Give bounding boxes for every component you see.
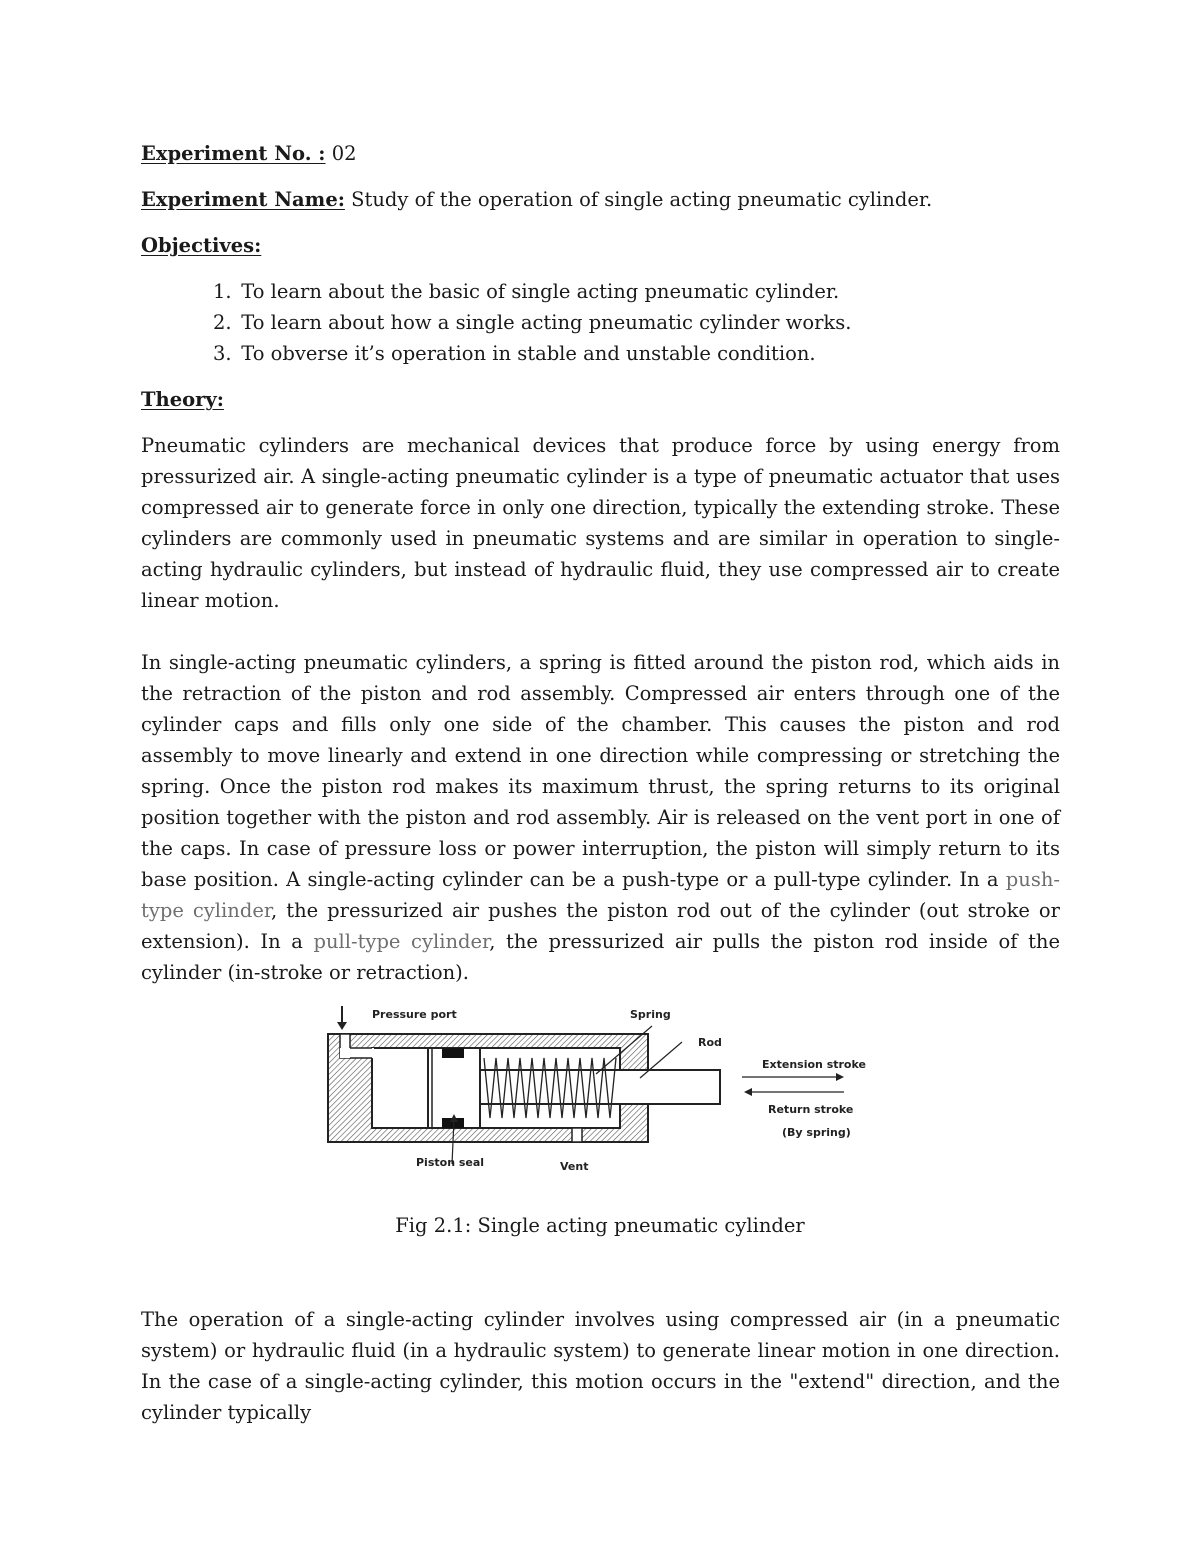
experiment-no-label: Experiment No. : (141, 142, 326, 165)
operation-section (141, 1304, 1060, 1428)
figure-caption: Fig 2.1: Single acting pneumatic cylinder (395, 1214, 805, 1237)
piston-seal-top (442, 1048, 464, 1058)
theory-heading (141, 384, 1060, 415)
list-item (213, 338, 1060, 369)
spring-label: Spring (630, 1008, 671, 1021)
push-type-link[interactable]: push-type cylinder (141, 868, 1060, 922)
pressure-port-label: Pressure port (372, 1008, 457, 1021)
return-stroke-label: Return stroke (768, 1103, 854, 1116)
experiment-name-value: Study of the operation of single acting pneumatic cylinder. (344, 188, 933, 211)
list-item-text: To obverse it’s operation in stable and unstable condition. (241, 342, 816, 365)
list-item-text: To learn about how a single acting pneumatic cylinder works. (241, 311, 852, 334)
list-item-number: 1. (213, 280, 232, 303)
theory-heading-text: Theory: (141, 388, 224, 411)
main-content (141, 138, 1060, 988)
extension-stroke-label: Extension stroke (762, 1058, 866, 1071)
pressure-arrow-head (337, 1022, 347, 1030)
objectives-heading (141, 230, 1060, 261)
theory-paragraph-1: Pneumatic cylinders are mechanical devices that produce force by using energy from pressurized air. A single-acting pneumatic cylinder is a type of pneumatic actuator that uses compressed air to generate force in only one direction, typically the extending stroke. These cylinders are commonly used in pneumatic systems and are similar in operation to single-acting hydraulic cylinders, but instead of hydraulic fluid, they use compressed air to create linear motion. (141, 434, 1060, 612)
paragraph-gap (141, 616, 1060, 647)
experiment-no-value: 02 (325, 142, 357, 165)
theory-paragraph-2-part-c: , the pressurized air pulls the piston rod inside of the cylinder (in-stroke or retraction). (141, 930, 1061, 984)
experiment-name (141, 184, 1060, 215)
objectives-list (141, 276, 1060, 369)
experiment-no (141, 138, 1060, 169)
list-item-number: 2. (213, 311, 232, 334)
list-item-text: To learn about the basic of single acting pneumatic cylinder. (241, 280, 840, 303)
rod-label: Rod (698, 1036, 722, 1049)
theory-paragraph-2 (141, 647, 1060, 988)
list-item (213, 307, 1060, 338)
cylinder-diagram (320, 998, 900, 1180)
objectives-heading-text: Objectives: (141, 234, 262, 257)
list-item (213, 276, 1060, 307)
pull-type-link[interactable]: pull-type cylinder (313, 930, 490, 953)
cylinder-diagram-svg (320, 998, 900, 1180)
pressure-port-passage (340, 1048, 374, 1058)
by-spring-label: (By spring) (782, 1126, 851, 1139)
theory-paragraph-2-part-a: In single-acting pneumatic cylinders, a spring is fitted around the piston rod, which aids in the retraction of the piston and rod assembly. Compressed air enters through one of the cylinder caps and fills only one side of the chamber. This causes the piston and rod assembly to move linearly and extend in one direction while compressing or stretching the spring. Once the piston rod makes its maximum thrust, the spring returns to its original position together with the piston and rod assembly. Air is released on the vent port in one of the caps. In case of pressure loss or power interruption, the piston will simply return to its base position. A single-acting cylinder can be a push-type or a pull-type cylinder. In a (141, 651, 1060, 891)
operation-paragraph: The operation of a single-acting cylinder involves using compressed air (in a pneumatic system) or hydraulic fluid (in a hydraulic system) to generate linear motion in one direction. In the case of a single-acting cylinder, this motion occurs in the "extend" direction, and the cylinder typically (141, 1308, 1060, 1424)
piston-seal-label: Piston seal (416, 1156, 485, 1169)
experiment-name-label: Experiment Name: (141, 188, 345, 211)
theory-paragraph-2-part-b: , the pressurized air pushes the piston rod out of the cylinder (out stroke or extension). In a (141, 899, 1060, 953)
vent-label: Vent (560, 1160, 589, 1173)
list-item-number: 3. (213, 342, 232, 365)
vent-port (572, 1128, 582, 1142)
